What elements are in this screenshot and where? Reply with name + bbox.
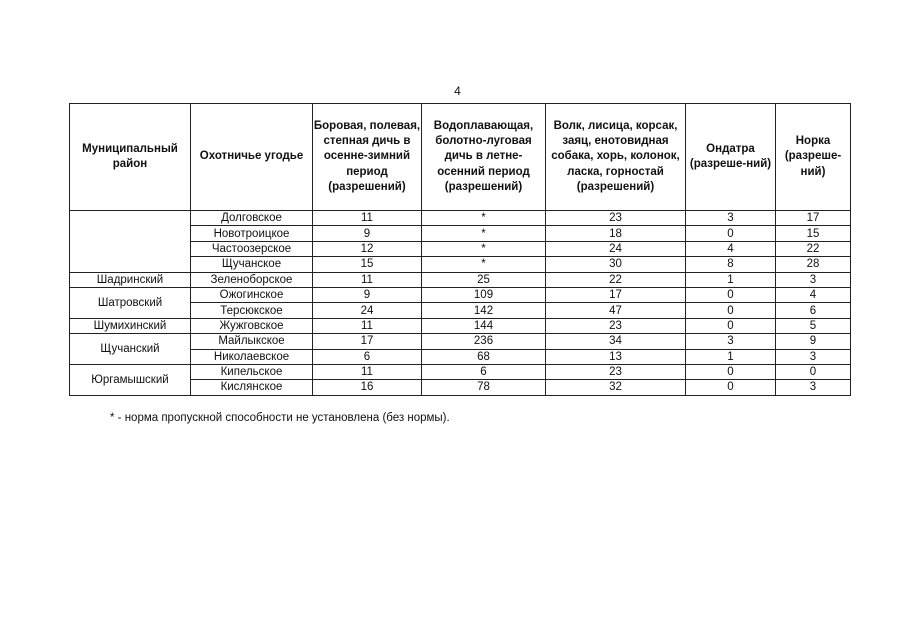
value-cell: 23	[546, 211, 686, 226]
value-cell: 0	[686, 226, 776, 241]
value-cell: 9	[313, 287, 422, 302]
value-cell: 22	[546, 272, 686, 287]
table-row	[70, 272, 851, 287]
value-cell: 8	[686, 257, 776, 272]
value-cell: 236	[422, 334, 546, 349]
value-cell: 6	[313, 349, 422, 364]
value-cell: 23	[546, 364, 686, 379]
value-cell: 47	[546, 303, 686, 318]
value-cell: 17	[313, 334, 422, 349]
value-cell: 6	[422, 364, 546, 379]
area-cell: Жужговское	[191, 318, 313, 333]
district-cell: Шумихинский	[70, 318, 191, 333]
value-cell: 142	[422, 303, 546, 318]
value-cell: 28	[776, 257, 851, 272]
value-cell: 3	[686, 211, 776, 226]
value-cell: 15	[776, 226, 851, 241]
value-cell: 34	[546, 334, 686, 349]
page-number: 4	[454, 84, 461, 98]
area-cell: Николаевское	[191, 349, 313, 364]
area-cell: Новотроицкое	[191, 226, 313, 241]
header-hunting-area: Охотничье угодье	[191, 104, 313, 211]
value-cell: 0	[686, 287, 776, 302]
header-upland-game: Боровая, полевая, степная дичь в осенне-зимний период (разрешений)	[313, 104, 422, 211]
area-cell: Ожогинское	[191, 287, 313, 302]
value-cell: 11	[313, 211, 422, 226]
header-row	[70, 104, 851, 211]
value-cell: 15	[313, 257, 422, 272]
hunting-quota-table	[69, 103, 851, 396]
value-cell: 68	[422, 349, 546, 364]
value-cell: 17	[776, 211, 851, 226]
value-cell: 4	[686, 241, 776, 256]
value-cell: 11	[313, 364, 422, 379]
header-muskrat: Ондатра (разреше-ний)	[686, 104, 776, 211]
value-cell: 0	[776, 364, 851, 379]
header-mink: Норка (разреше-ний)	[776, 104, 851, 211]
value-cell: 22	[776, 241, 851, 256]
footnote: * - норма пропускной способности не установлена (без нормы).	[110, 412, 450, 424]
district-cell	[70, 211, 191, 273]
header-predators-fur: Волк, лисица, корсак, заяц, енотовидная собака, хорь, колонок, ласка, горностай (разрешений)	[546, 104, 686, 211]
area-cell: Зеленоборское	[191, 272, 313, 287]
value-cell: *	[422, 241, 546, 256]
value-cell: 18	[546, 226, 686, 241]
table-row	[70, 211, 851, 226]
district-cell: Шатровский	[70, 287, 191, 318]
value-cell: 13	[546, 349, 686, 364]
area-cell: Частоозерское	[191, 241, 313, 256]
value-cell: 3	[776, 380, 851, 395]
value-cell: 9	[313, 226, 422, 241]
value-cell: 0	[686, 303, 776, 318]
area-cell: Кислянское	[191, 380, 313, 395]
value-cell: 144	[422, 318, 546, 333]
table-row	[70, 287, 851, 302]
table-row	[70, 318, 851, 333]
value-cell: 24	[546, 241, 686, 256]
value-cell: 9	[776, 334, 851, 349]
value-cell: *	[422, 226, 546, 241]
value-cell: 1	[686, 272, 776, 287]
district-cell: Щучанский	[70, 334, 191, 365]
area-cell: Щучанское	[191, 257, 313, 272]
value-cell: 3	[776, 272, 851, 287]
value-cell: 11	[313, 318, 422, 333]
value-cell: 3	[686, 334, 776, 349]
table-row	[70, 364, 851, 379]
value-cell: 11	[313, 272, 422, 287]
district-cell: Юргамышский	[70, 364, 191, 395]
value-cell: 4	[776, 287, 851, 302]
area-cell: Кипельское	[191, 364, 313, 379]
value-cell: 5	[776, 318, 851, 333]
value-cell: *	[422, 211, 546, 226]
value-cell: 25	[422, 272, 546, 287]
header-waterfowl: Водоплавающая, болотно-луговая дичь в летне-осенний период (разрешений)	[422, 104, 546, 211]
area-cell: Майлыкское	[191, 334, 313, 349]
header-municipal-district: Муниципальный район	[70, 104, 191, 211]
value-cell: 109	[422, 287, 546, 302]
value-cell: 23	[546, 318, 686, 333]
value-cell: 24	[313, 303, 422, 318]
area-cell: Долговское	[191, 211, 313, 226]
value-cell: 0	[686, 318, 776, 333]
value-cell: 17	[546, 287, 686, 302]
value-cell: 16	[313, 380, 422, 395]
value-cell: 1	[686, 349, 776, 364]
value-cell: 0	[686, 380, 776, 395]
value-cell: 78	[422, 380, 546, 395]
district-cell: Шадринский	[70, 272, 191, 287]
value-cell: 12	[313, 241, 422, 256]
value-cell: 32	[546, 380, 686, 395]
value-cell: 30	[546, 257, 686, 272]
value-cell: 6	[776, 303, 851, 318]
table-row	[70, 334, 851, 349]
area-cell: Терсюкское	[191, 303, 313, 318]
value-cell: 0	[686, 364, 776, 379]
value-cell: 3	[776, 349, 851, 364]
value-cell: *	[422, 257, 546, 272]
